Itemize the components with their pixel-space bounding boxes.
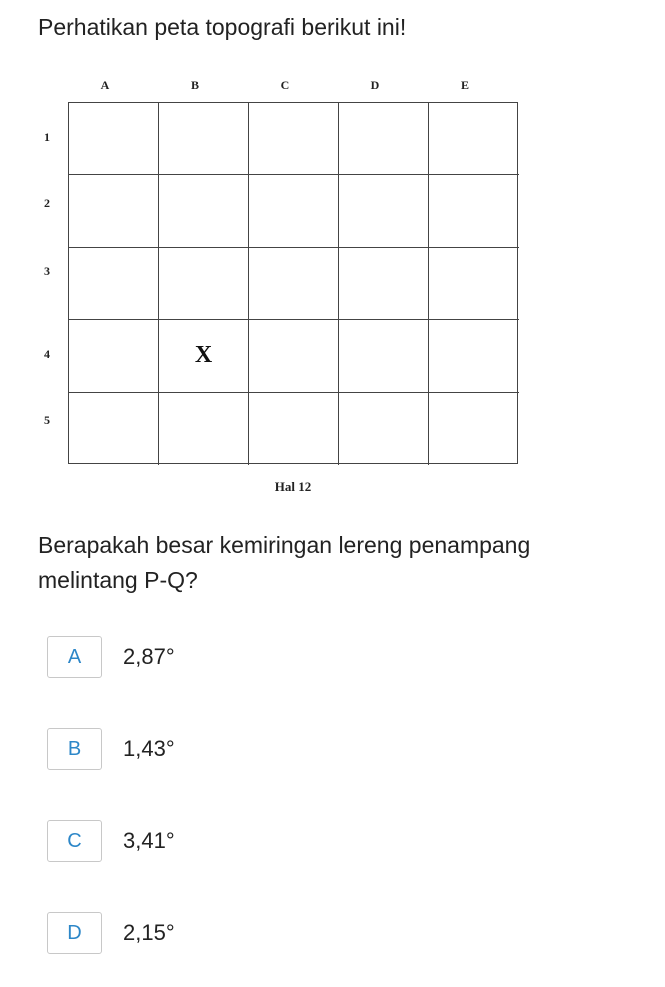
column-label-a: A: [100, 78, 110, 92]
map-cell-e4: [429, 320, 519, 392]
map-cell-e2: [429, 175, 519, 247]
map-cell-a5: [69, 393, 159, 465]
map-cell-e5: [429, 393, 519, 465]
option-value: 3,41°: [123, 828, 175, 853]
map-cell-c2: [249, 175, 339, 247]
map-cell-e1: [429, 103, 519, 175]
map-cell-b5: [159, 393, 249, 465]
map-cell-a3: [69, 248, 159, 320]
option-letter-box[interactable]: A: [47, 636, 102, 678]
option-a[interactable]: [47, 635, 175, 679]
column-label-e: E: [460, 78, 469, 92]
map-cell-d4: [339, 320, 429, 392]
option-letter-box[interactable]: C: [47, 820, 102, 862]
map-grid: [68, 102, 518, 464]
row-label-2: 2: [44, 196, 50, 210]
row-label-5: 5: [44, 413, 50, 427]
question-intro: Perhatikan peta topografi berikut ini!: [38, 14, 407, 40]
row-label-1: 1: [44, 130, 50, 144]
map-cell-c5: [249, 393, 339, 465]
map-cell-b4: [159, 320, 249, 392]
column-label-c: C: [280, 78, 290, 92]
option-letter-box[interactable]: D: [47, 912, 102, 954]
option-value: 1,43°: [123, 736, 175, 761]
map-cell-a1: [69, 103, 159, 175]
column-label-d: D: [370, 78, 380, 92]
row-label-4: 4: [44, 347, 50, 361]
option-d[interactable]: [47, 911, 175, 955]
option-value: 2,15°: [123, 920, 175, 945]
map-caption: Hal 12: [274, 479, 312, 494]
map-cell-d3: [339, 248, 429, 320]
map-cell-a4: [69, 320, 159, 392]
map-cell-c3: [249, 248, 339, 320]
map-cell-b3: [159, 248, 249, 320]
row-label-3: 3: [44, 264, 50, 278]
map-cell-c4: [249, 320, 339, 392]
map-cell-b1: [159, 103, 249, 175]
map-marker-x: X: [194, 342, 213, 369]
map-cell-d5: [339, 393, 429, 465]
question-text: Berapakah besar kemiringan lereng penampang melintang P-Q?: [38, 532, 531, 593]
option-letter-box[interactable]: B: [47, 728, 102, 770]
option-value: 2,87°: [123, 644, 175, 669]
map-cell-b2: [159, 175, 249, 247]
map-cell-a2: [69, 175, 159, 247]
column-label-b: B: [190, 78, 199, 92]
map-cell-d2: [339, 175, 429, 247]
option-b[interactable]: [47, 727, 175, 771]
map-cell-d1: [339, 103, 429, 175]
map-cell-c1: [249, 103, 339, 175]
map-cell-e3: [429, 248, 519, 320]
option-c[interactable]: [47, 819, 175, 863]
